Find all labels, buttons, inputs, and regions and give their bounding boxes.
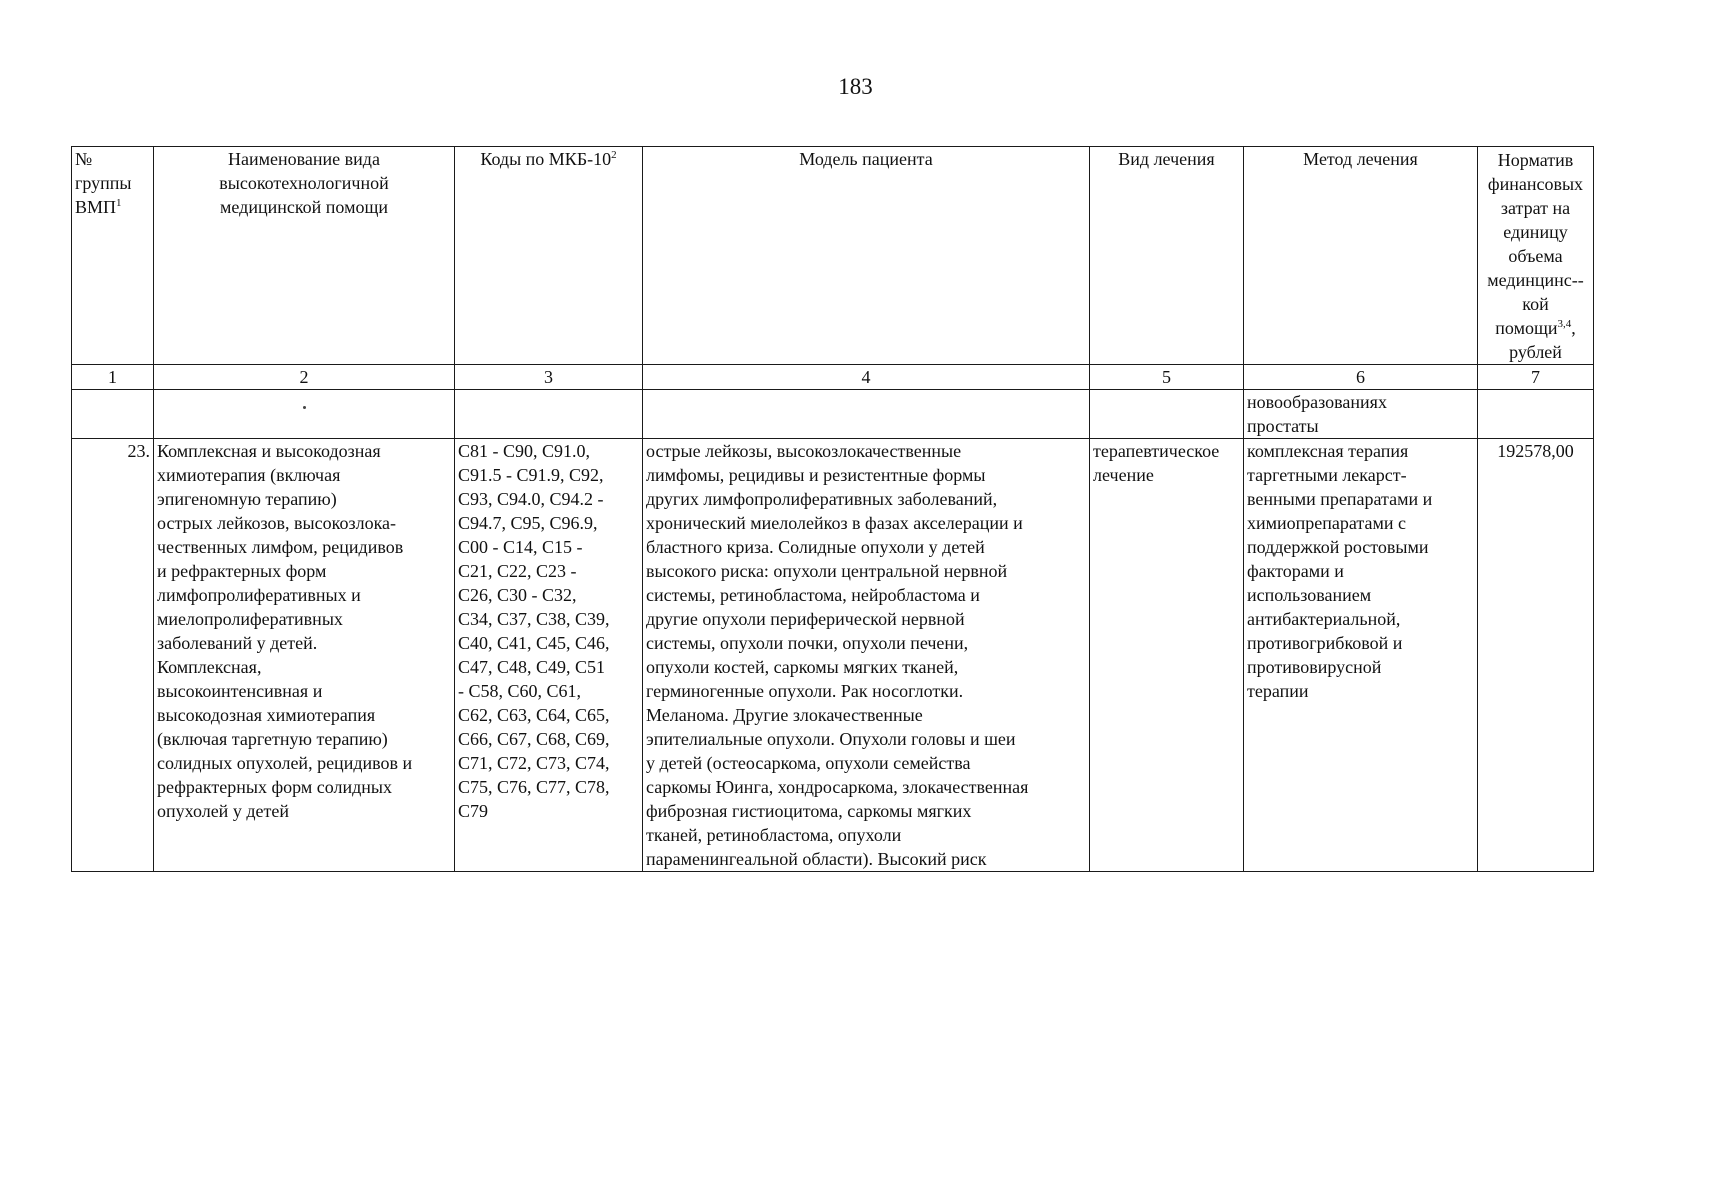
scan-speck — [303, 406, 306, 409]
continuation-row — [72, 390, 1594, 439]
page-number: 183 — [838, 74, 873, 99]
continuation-cell — [154, 390, 455, 439]
patient-model: острые лейкозы, высокозлокачественные лимфомы, рецидивы и резистентные формы других лимфопролиферативных заболеваний, хронический миелолейкоз в фазах акселерации и бластного криза. Солидные опухоли у детей высокого риска: опухоли центральной нервной системы, ретинобластома, нейробластома и другие опухоли периферической нервной системы, опухоли почки, опухоли печени, опухоли костей, саркомы мягких тканей, герминогенные опухоли. Рак носоглотки. Меланома. Другие злокачественные эпителиальные опухоли. Опухоли головы и шеи у детей (остеосаркома, опухоли семейства саркомы Юинга, хондросаркома, злокачественная фиброзная гистиоцитома, саркомы мягких тканей, ретинобластома, опухоли параменингеальной области). Высокий риск — [643, 439, 1090, 872]
continuation-cell — [1478, 390, 1594, 439]
column-number: 5 — [1090, 365, 1244, 390]
header-care-type: Наименование вида высокотехнологичной медицинской помощи — [154, 147, 455, 365]
header-row — [72, 147, 1594, 365]
header-group-number: № группы ВМП$^1$ — [72, 147, 154, 365]
column-number: 2 — [154, 365, 455, 390]
care-type-name: Комплексная и высокодозная химиотерапия (включая эпигеномную терапию) острых лейкозов, высокозлока- чественных лимфом, рецидивов и рефрактерных форм лимфопролиферативных и миелопролиферативных заболеваний у детей. Комплексная, высокоинтенсивная и высокодозная химиотерапия (включая таргетную терапию) солидных опухолей, рецидивов и рефрактерных форм солидных опухолей у детей — [154, 439, 455, 872]
header-treatment-method: Метод лечения — [1244, 147, 1478, 365]
header-treatment-type: Вид лечения — [1090, 147, 1244, 365]
vmp-table — [71, 146, 1594, 872]
continuation-cell — [643, 390, 1090, 439]
column-number: 1 — [72, 365, 154, 390]
column-number: 6 — [1244, 365, 1478, 390]
header-icd-codes: Коды по МКБ-$10^2$ — [455, 147, 643, 365]
continuation-cell — [72, 390, 154, 439]
header-patient-model: Модель пациента — [643, 147, 1090, 365]
icd-codes: C81 - C90, C91.0, C91.5 - C91.9, C92, C93, C94.0, C94.2 - C94.7, C95, C96.9, C00 - C14, C15 - C21, C22, C23 - C26, C30 - C32, C34, C37, C38, C39, C40, C41, C45, C46, C47, C48, C49, C51 - C58, C60, C61, C62, C63, C64, C65, C66, C67, C68, C69, C71, C72, C73, C74, C75, C76, C77, C78, C79 — [455, 439, 643, 872]
continuation-cell — [1090, 390, 1244, 439]
column-number: 7 — [1478, 365, 1594, 390]
column-number-row — [72, 365, 1594, 390]
table-row — [72, 439, 1594, 872]
column-number: 3 — [455, 365, 643, 390]
column-number: 4 — [643, 365, 1090, 390]
header-cost-norm: Норматив финансовых затрат на единицу объема мединцинс-- кой помощи$^{3,4}$, рублей — [1478, 147, 1594, 365]
treatment-method: комплексная терапия таргетными лекарст- венными препаратами и химиопрепаратами с поддержкой ростовыми факторами и использованием антибактериальной, противогрибковой и противовирусной терапии — [1244, 439, 1478, 872]
row-number: 23. — [72, 439, 154, 872]
cost-norm-value: 192578,00 — [1478, 439, 1594, 872]
treatment-type: терапевтическое лечение — [1090, 439, 1244, 872]
continuation-method: новообразованиях простаты — [1244, 390, 1478, 439]
continuation-cell — [455, 390, 643, 439]
